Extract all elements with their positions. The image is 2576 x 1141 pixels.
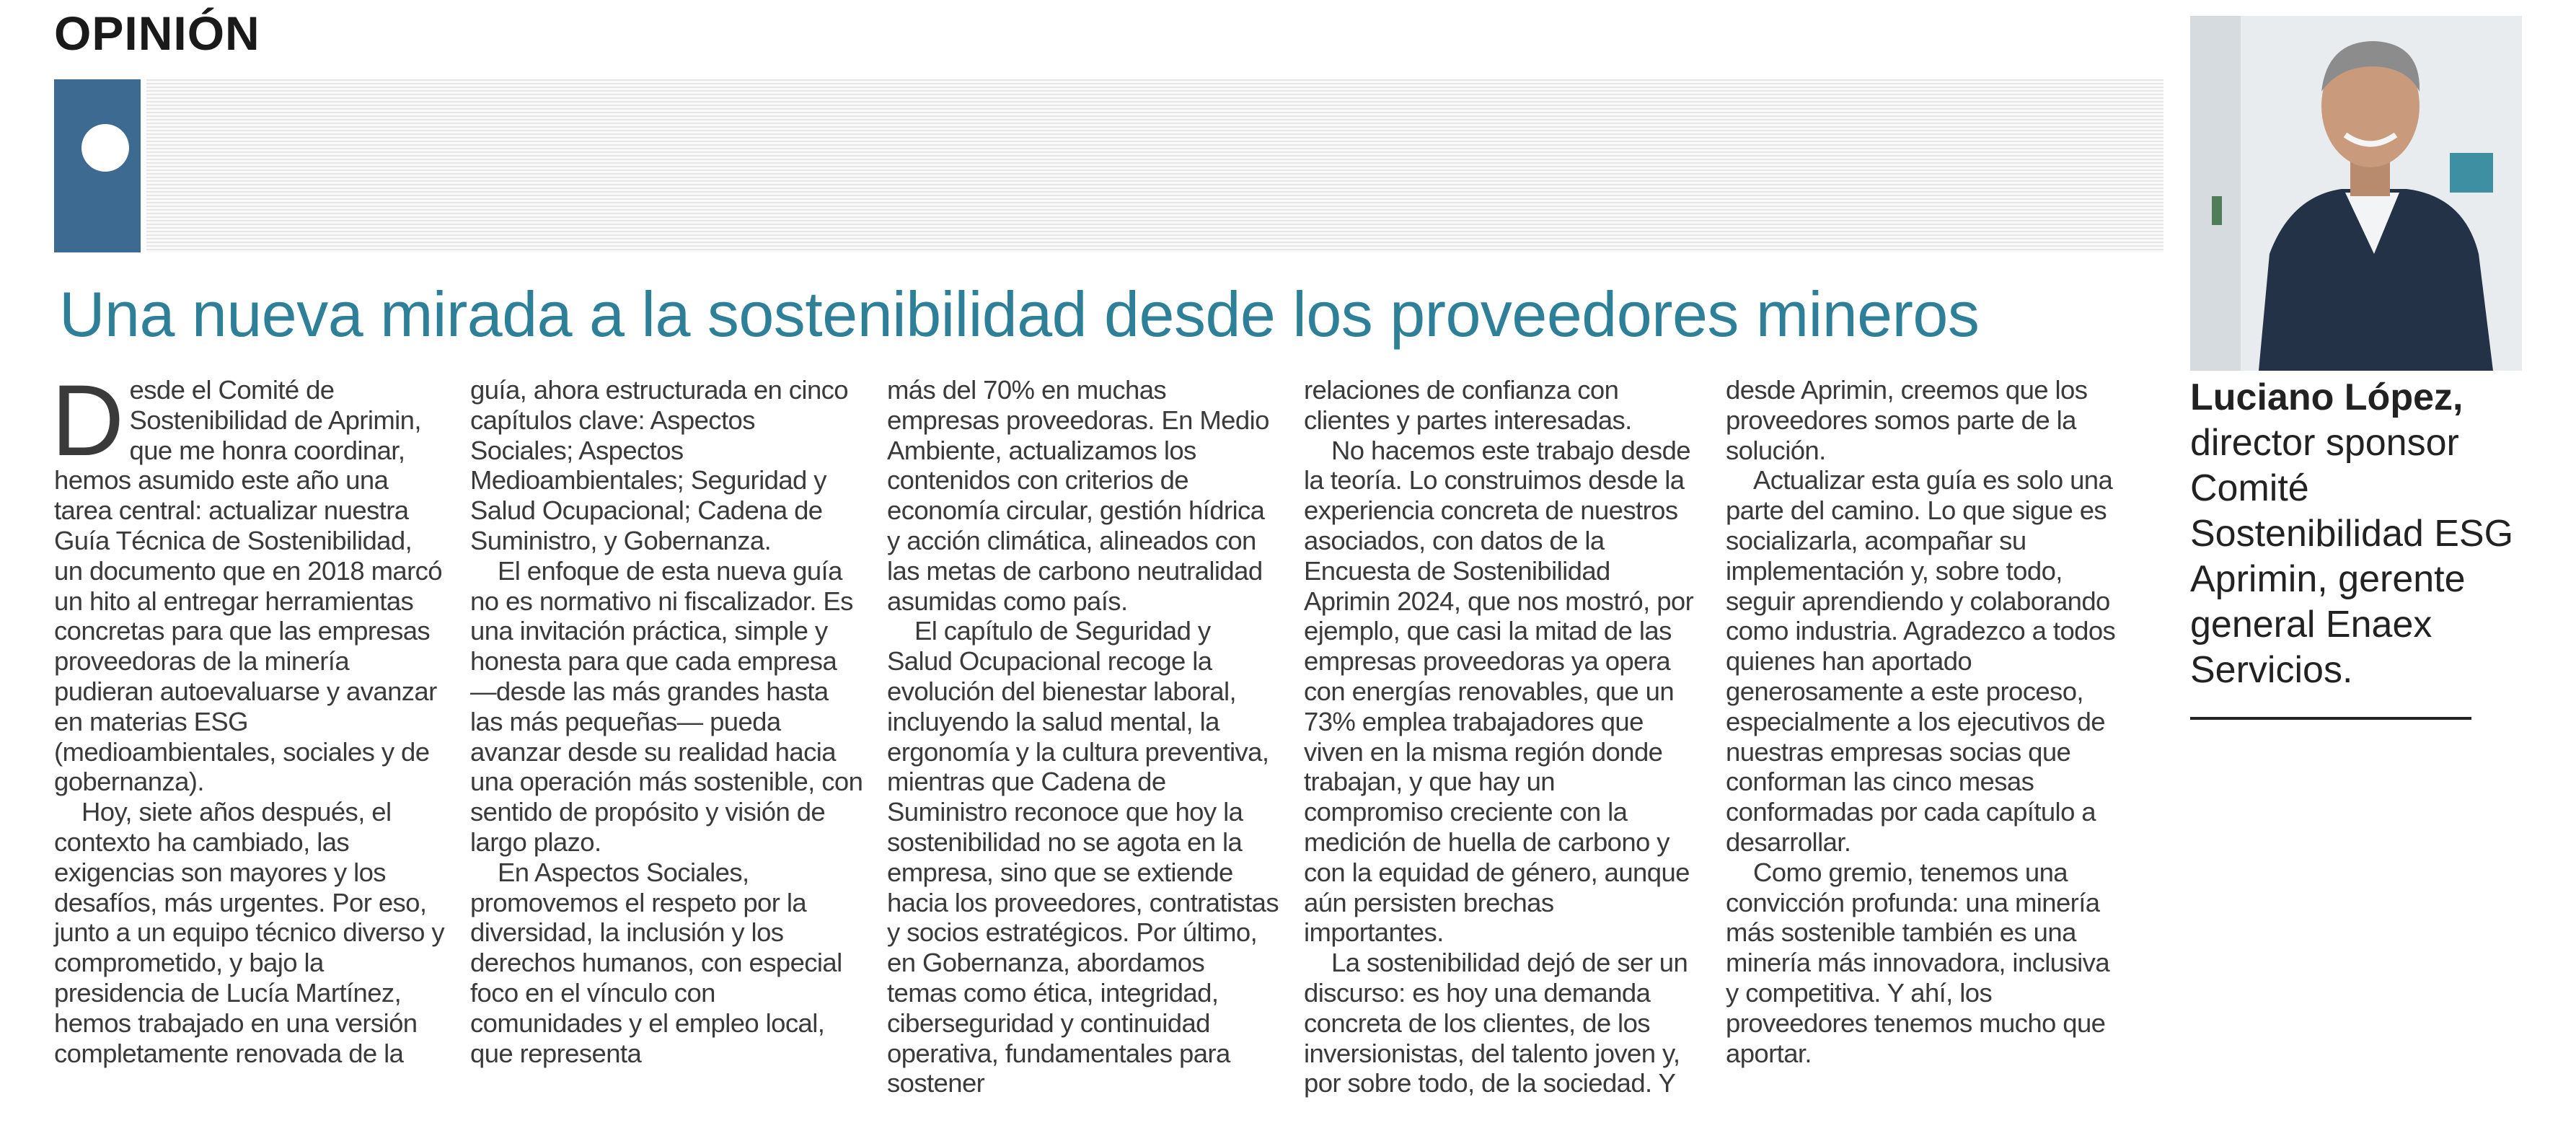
paragraph: Actualizar esta guía es solo una parte del camino. Lo que sigue es socializarla, acompañar su implementación y, sobre todo, seguir aprendiendo y colaborando como industria. Agradezco a todos quienes han aportado generosamente a este proceso, especialmente a los ejecutivos de nuestras empresas socias que conforman las cinco mesas conformadas por cada capítulo a desarrollar. [1726, 465, 2116, 857]
article-column-2 [470, 375, 863, 1068]
banner-divider [141, 79, 146, 252]
paragraph: El capítulo de Seguridad y Salud Ocupacional recoge la evolución del bienestar laboral, incluyendo la salud mental, la ergonomía y la cultura preventiva, mientras que Cadena de Suministro reconoce que hoy la sostenibilidad no se agota en la empresa, sino que se extiende hacia los proveedores, contratistas y socios estratégicos. Por último, en Gobernanza, abordamos temas como ética, integridad, ciberseguridad y continuidad operativa, fundamentales para sostener [887, 616, 1279, 1098]
author-role: director sponsor Comité Sostenibilidad ESG Aprimin, gerente general Enaex Servicios. [2190, 422, 2514, 691]
author-photo [2190, 16, 2522, 371]
paragraph: Hoy, siete años después, el contexto ha cambiado, las exigencias son mayores y los desafíos, más urgentes. Por eso, junto a un equipo técnico diverso y comprometido, y bajo la presidencia de Lucía Martínez, hemos trabajado en una versión completamente renovada de la [54, 797, 445, 1068]
section-label: OPINIÓN [54, 6, 260, 60]
circle-icon [81, 124, 129, 172]
paragraph: desde Aprimin, creemos que los proveedores somos parte de la solución. [1726, 375, 2088, 465]
byline-divider [2190, 717, 2471, 720]
banner-accent-tab [54, 79, 141, 252]
paragraph: guía, ahora estructurada en cinco capítulos clave: Aspectos Sociales; Aspectos Medioambientales; Seguridad y Salud Ocupacional; Cadena de Suministro, y Gobernanza. [470, 375, 848, 555]
header-banner [54, 79, 2163, 252]
drop-cap: D [51, 364, 124, 477]
paragraph: No hacemos este trabajo desde la teoría. Lo construimos desde la experiencia concreta de nuestros asociados, con datos de la Encuesta de Sostenibilidad Aprimin 2024, que nos mostró, por ejemplo, que casi la mitad de las empresas proveedoras ya opera con energías renovables, que un 73% emplea trabajadores que viven en la misma región donde trabajan, y que hay un compromiso creciente con la medición de huella de carbono y con la equidad de género, aunque aún persisten brechas importantes. [1304, 435, 1694, 948]
paragraph: relaciones de confianza con clientes y partes interesadas. [1304, 375, 1632, 435]
paragraph: más del 70% en muchas empresas proveedoras. En Medio Ambiente, actualizamos los contenidos con criterios de economía circular, gestión hídrica y acción climática, alineados con las metas de carbono neutralidad asumidas como país. [887, 375, 1269, 616]
paragraph: En Aspectos Sociales, promovemos el respeto por la diversidad, la inclusión y los derechos humanos, con especial foco en el vínculo con comunidades y el empleo local, que representa [470, 857, 842, 1068]
article-column-5 [1726, 375, 2119, 1068]
article-column-1 [51, 364, 447, 1068]
article-column-4 [1304, 375, 1697, 1098]
paragraph: La sostenibilidad dejó de ser un discurso: es hoy una demanda concreta de los clientes, de los inversionistas, del talento joven y, por sobre todo, de la sociedad. Y [1304, 948, 1688, 1098]
article-column-3 [887, 375, 1280, 1098]
paragraph: El enfoque de esta nueva guía no es normativo ni fiscalizador. Es una invitación práctica, simple y honesta para que cada empresa —desde las más grandes hasta las más pequeñas— pueda avanzar desde su realidad hacia una operación más sostenible, con sentido de propósito y visión de largo plazo. [470, 555, 863, 857]
article-headline: Una nueva mirada a la sostenibilidad desde los proveedores mineros [59, 278, 1980, 350]
author-byline [2190, 375, 2522, 693]
paragraph: Como gremio, tenemos una convicción profunda: una minería más sostenible también es una minería más innovadora, inclusiva y competitiva. Y ahí, los proveedores tenemos mucho que aportar. [1726, 857, 2110, 1068]
paragraph: esde el Comité de Sostenibilidad de Aprimin, que me honra coordinar, hemos asumido este año una tarea central: actualizar nuestra Guía Técnica de Sostenibilidad, un documento que en 2018 marcó un hito al entregar herramientas concretas para que las empresas proveedoras de la minería pudieran autoevaluarse y avanzar en materias ESG (medioambientales, sociales y de gobernanza). [54, 375, 443, 797]
author-name: Luciano López, [2190, 376, 2463, 418]
